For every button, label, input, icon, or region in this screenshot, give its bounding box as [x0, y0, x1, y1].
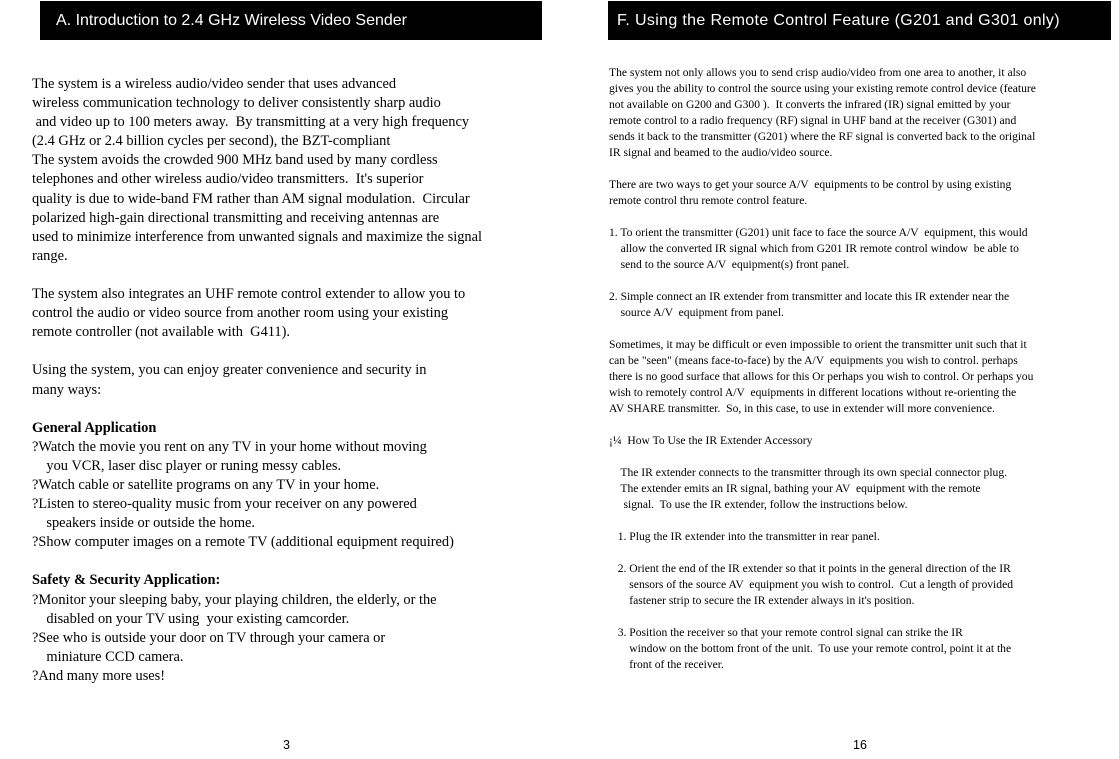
- text-line: gives you the ability to control the source using your existing remote control device (feature: [609, 82, 1036, 95]
- text-line: The IR extender connects to the transmitter through its own special connector plug.: [609, 466, 1008, 479]
- list-item: ?Watch the movie you rent on any TV in your home without moving: [32, 438, 427, 455]
- list-item: ?Monitor your sleeping baby, your playing children, the elderly, or the: [32, 591, 437, 608]
- list-item: ?Show computer images on a remote TV (additional equipment required): [32, 534, 454, 551]
- text-line: There are two ways to get your source A/V equipments to be control by using existing: [609, 178, 1012, 191]
- text-line: source A/V equipment from panel.: [609, 306, 784, 319]
- intro-paragraph: [32, 75, 552, 266]
- two-ways-paragraph: [609, 177, 1114, 209]
- section-header-f: F. Using the Remote Control Feature (G201 and G301 only): [608, 1, 1111, 40]
- text-line: polarized high-gain directional transmitting and receiving antennas are: [32, 209, 440, 226]
- safety-application-section: [32, 571, 552, 686]
- step-1: [609, 529, 1114, 545]
- list-item: ?Watch cable or satellite programs on any TV in your home.: [32, 476, 380, 493]
- text-line: wish to remotely control A/V equipments in different locations without re-orienting the: [609, 386, 1017, 399]
- general-application-heading: General Application: [32, 419, 157, 436]
- text-line: remote control thru remote control feature.: [609, 194, 808, 207]
- general-application-section: [32, 419, 552, 553]
- sometimes-paragraph: [609, 337, 1114, 417]
- step-2: [609, 561, 1114, 609]
- text-line: 1. Plug the IR extender into the transmitter in rear panel.: [609, 530, 880, 543]
- text-line: Using the system, you can enjoy greater convenience and security in: [32, 362, 427, 379]
- text-line: fastener strip to secure the IR extender always in it's position.: [609, 594, 915, 607]
- intro-paragraph: [609, 65, 1114, 161]
- text-line: control the audio or video source from another room using your existing: [32, 305, 449, 322]
- text-line: 3. Position the receiver so that your remote control signal can strike the IR: [609, 626, 963, 639]
- text-line: remote controller (not available with G411).: [32, 324, 291, 341]
- text-line: not available on G200 and G300 ). It converts the infrared (IR) signal emitted by your: [609, 98, 1011, 111]
- text-line: telephones and other wireless audio/video transmitters. It's superior: [32, 171, 424, 188]
- list-item: speakers inside or outside the home.: [32, 515, 256, 532]
- text-line: sensors of the source AV equipment you wish to control. Cut a length of provided: [609, 578, 1014, 591]
- step-3: [609, 625, 1114, 673]
- text-line: and video up to 100 meters away. By transmitting at a very high frequency: [32, 114, 470, 131]
- text-line: signal. To use the IR extender, follow the instructions below.: [609, 498, 908, 511]
- text-line: Sometimes, it may be difficult or even impossible to orient the transmitter unit such that it: [609, 338, 1027, 351]
- text-line: The system also integrates an UHF remote control extender to allow you to: [32, 286, 466, 303]
- way-2: [609, 289, 1114, 321]
- text-line: can be "seen" (means face-to-face) by the A/V equipments you wish to control. perhaps: [609, 354, 1018, 367]
- text-line: many ways:: [32, 381, 102, 398]
- right-page-body: [609, 65, 1114, 673]
- list-item: miniature CCD camera.: [32, 648, 184, 665]
- list-item: ?Listen to stereo-quality music from your receiver on any powered: [32, 496, 417, 513]
- howto-heading: ¡¼ How To Use the IR Extender Accessory: [609, 434, 813, 447]
- text-line: send to the source A/V equipment(s) front panel.: [609, 258, 850, 271]
- text-line: The system avoids the crowded 900 MHz band used by many cordless: [32, 152, 438, 169]
- text-line: The system not only allows you to send crisp audio/video from one area to another, it also: [609, 66, 1027, 79]
- right-page: [560, 0, 1119, 759]
- text-line: wireless communication technology to deliver consistently sharp audio: [32, 95, 441, 112]
- text-line: front of the receiver.: [609, 658, 724, 671]
- extender-paragraph: [609, 465, 1114, 513]
- text-line: sends it back to the transmitter (G201) where the RF signal is converted back to the original: [609, 130, 1036, 143]
- list-item: you VCR, laser disc player or runing messy cables.: [32, 457, 342, 474]
- section-header-a: A. Introduction to 2.4 GHz Wireless Video Sender: [40, 1, 542, 40]
- uhf-paragraph: [32, 285, 552, 342]
- text-line: 2. Simple connect an IR extender from transmitter and locate this IR extender near the: [609, 290, 1010, 303]
- text-line: window on the bottom front of the unit. To use your remote control, point it at the: [609, 642, 1012, 655]
- text-line: 2. Orient the end of the IR extender so that it points in the general direction of the IR: [609, 562, 1011, 575]
- text-line: IR signal and beamed to the audio/video source.: [609, 146, 833, 159]
- text-line: used to minimize interference from unwanted signals and maximize the signal: [32, 228, 482, 245]
- text-line: range.: [32, 247, 68, 264]
- text-line: (2.4 GHz or 2.4 billion cycles per second), the BZT-compliant: [32, 133, 391, 150]
- list-item: disabled on your TV using your existing camcorder.: [32, 610, 350, 627]
- text-line: there is no good surface that allows for this Or perhaps you wish to control. Or perhaps you: [609, 370, 1034, 383]
- using-paragraph: [32, 361, 552, 399]
- list-item: ?And many more uses!: [32, 667, 166, 684]
- text-line: quality is due to wide-band FM rather than AM signal modulation. Circular: [32, 190, 470, 207]
- text-line: 1. To orient the transmitter (G201) unit face to face the source A/V equipment, this would: [609, 226, 1028, 239]
- text-line: remote control to a radio frequency (RF) signal in UHF band at the receiver (G301) and: [609, 114, 1017, 127]
- list-item: ?See who is outside your door on TV through your camera or: [32, 629, 386, 646]
- page-number: 3: [283, 738, 290, 752]
- way-1: [609, 225, 1114, 273]
- page-number: 16: [853, 738, 867, 752]
- text-line: The extender emits an IR signal, bathing your AV equipment with the remote: [609, 482, 981, 495]
- safety-application-heading: Safety & Security Application:: [32, 572, 221, 589]
- text-line: The system is a wireless audio/video sender that uses advanced: [32, 76, 397, 92]
- left-page-body: [32, 75, 552, 686]
- text-line: allow the converted IR signal which from G201 IR remote control window be able to: [609, 242, 1019, 255]
- text-line: AV SHARE transmitter. So, in this case, to use in extender will more convenience.: [609, 402, 995, 415]
